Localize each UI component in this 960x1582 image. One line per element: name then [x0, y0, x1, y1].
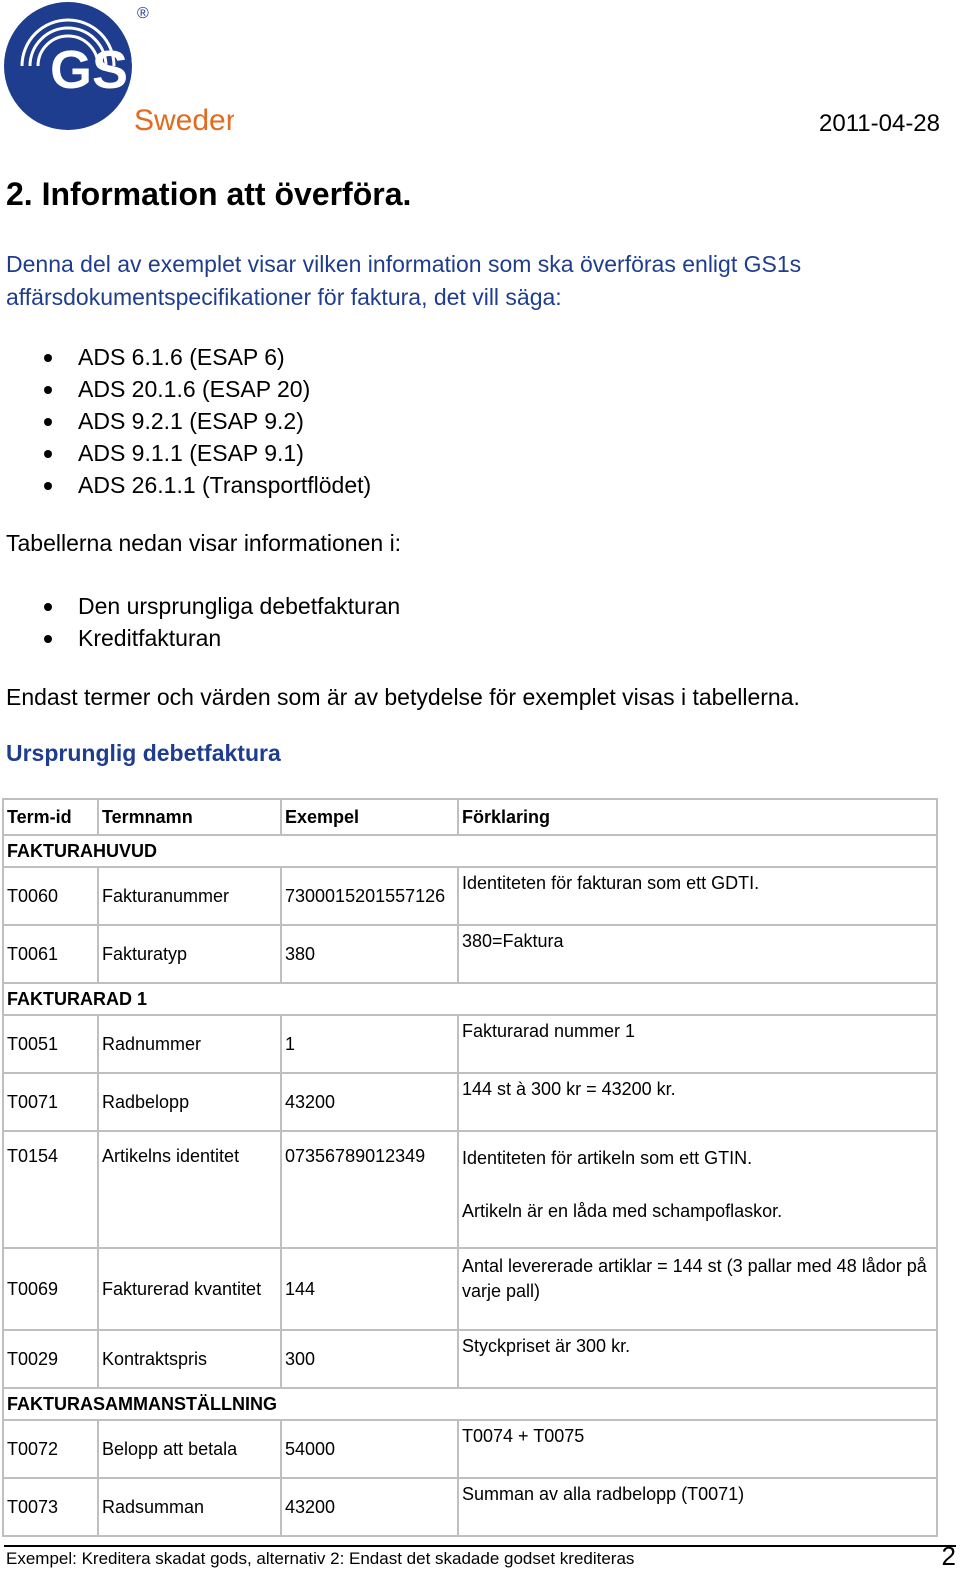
header-cell: Term-id [3, 799, 98, 835]
bullet-icon [44, 418, 52, 426]
svg-text:GS1: GS1 [50, 40, 159, 100]
term-example: 07356789012349 [281, 1131, 458, 1248]
invoice-terms-table [2, 798, 938, 1537]
term-example: 300 [281, 1330, 458, 1388]
header-cell: Förklaring [458, 799, 937, 835]
ads-list [0, 341, 371, 501]
term-name: Radbelopp [98, 1073, 281, 1131]
bullet-icon [44, 354, 52, 362]
table-row [3, 1330, 937, 1388]
bullet-icon [44, 603, 52, 611]
list-item: ADS 26.1.1 (Transportflödet) [0, 469, 371, 501]
document-list [0, 590, 400, 654]
term-name: Belopp att betala [98, 1420, 281, 1478]
term-name: Fakturatyp [98, 925, 281, 983]
list-item: ADS 6.1.6 (ESAP 6) [0, 341, 371, 373]
explanation-line: Identiteten för artikeln som ett GTIN. [462, 1148, 753, 1168]
table-row [3, 1131, 937, 1248]
term-explanation [458, 1131, 937, 1248]
term-example: 144 [281, 1248, 458, 1330]
page-footer [4, 1541, 956, 1571]
list-item: Kreditfakturan [0, 622, 400, 654]
term-name: Radnummer [98, 1015, 281, 1073]
note-paragraph: Endast termer och värden som är av betydelse för exemplet visas i tabellerna. [6, 684, 800, 710]
intro-paragraph: Denna del av exemplet visar vilken information som ska överföras enligt GS1s affärsdokumentspecifikationer för faktura, det vill säga: [6, 251, 802, 310]
term-id: T0061 [3, 925, 98, 983]
table-row [3, 1248, 937, 1330]
table-row [3, 867, 937, 925]
list-item: ADS 9.2.1 (ESAP 9.2) [0, 405, 371, 437]
term-name: Fakturerad kvantitet [98, 1248, 281, 1330]
header-cell: Exempel [281, 799, 458, 835]
bullet-icon [44, 482, 52, 490]
term-name: Kontraktspris [98, 1330, 281, 1388]
term-explanation: 144 st à 300 kr = 43200 kr. [458, 1073, 937, 1131]
section-label: FAKTURASAMMANSTÄLLNING [3, 1388, 937, 1420]
bullet-icon [44, 386, 52, 394]
section-title: 2. Information att överföra. [6, 176, 412, 212]
table-row [3, 1015, 937, 1073]
term-explanation: 380=Faktura [458, 925, 937, 983]
page-number: 2 [941, 1541, 956, 1571]
term-explanation: Fakturarad nummer 1 [458, 1015, 937, 1073]
term-explanation: Styckpriset är 300 kr. [458, 1330, 937, 1388]
term-id: T0073 [3, 1478, 98, 1536]
tables-intro: Tabellerna nedan visar informationen i: [6, 530, 402, 556]
section-row [3, 835, 937, 867]
term-example: 54000 [281, 1420, 458, 1478]
gs1-logo-icon [2, 0, 234, 140]
list-item: ADS 9.1.1 (ESAP 9.1) [0, 437, 371, 469]
table-heading: Ursprunglig debetfaktura [6, 740, 281, 766]
term-explanation: Identiteten för fakturan som ett GDTI. [458, 867, 937, 925]
table-row [3, 1478, 937, 1536]
term-id: T0051 [3, 1015, 98, 1073]
term-id: T0029 [3, 1330, 98, 1388]
term-name: Radsumman [98, 1478, 281, 1536]
svg-text:Sweden: Sweden [134, 104, 234, 137]
svg-text:®: ® [137, 5, 149, 22]
term-example: 7300015201557126 [281, 867, 458, 925]
term-id: T0071 [3, 1073, 98, 1131]
term-id: T0072 [3, 1420, 98, 1478]
term-explanation: T0074 + T0075 [458, 1420, 937, 1478]
list-item: Den ursprungliga debetfakturan [0, 590, 400, 622]
bullet-icon [44, 635, 52, 643]
bullet-icon [44, 450, 52, 458]
term-name: Fakturanummer [98, 867, 281, 925]
table-row [3, 925, 937, 983]
term-id: T0154 [3, 1131, 98, 1248]
term-id: T0060 [3, 867, 98, 925]
document-date: 2011-04-28 [819, 110, 940, 137]
list-item: ADS 20.1.6 (ESAP 20) [0, 373, 371, 405]
term-example: 43200 [281, 1073, 458, 1131]
table-row [3, 1073, 937, 1131]
header-cell: Termnamn [98, 799, 281, 835]
table-row [3, 1420, 937, 1478]
term-example: 380 [281, 925, 458, 983]
section-row [3, 1388, 937, 1420]
term-explanation: Antal levererade artiklar = 144 st (3 pallar med 48 lådor på varje pall) [458, 1248, 937, 1330]
term-explanation: Summan av alla radbelopp (T0071) [458, 1478, 937, 1536]
section-row [3, 983, 937, 1015]
footer-text: Exempel: Kreditera skadat gods, alternativ 2: Endast det skadade godset krediteras [6, 1549, 635, 1568]
term-id: T0069 [3, 1248, 98, 1330]
section-label: FAKTURARAD 1 [3, 983, 937, 1015]
term-example: 43200 [281, 1478, 458, 1536]
term-example: 1 [281, 1015, 458, 1073]
explanation-line: Artikeln är en låda med schampoflaskor. [462, 1201, 783, 1221]
table-header-row [3, 799, 937, 835]
gs1-sweden-logo [2, 0, 234, 140]
term-name: Artikelns identitet [98, 1131, 281, 1248]
section-label: FAKTURAHUVUD [3, 835, 937, 867]
